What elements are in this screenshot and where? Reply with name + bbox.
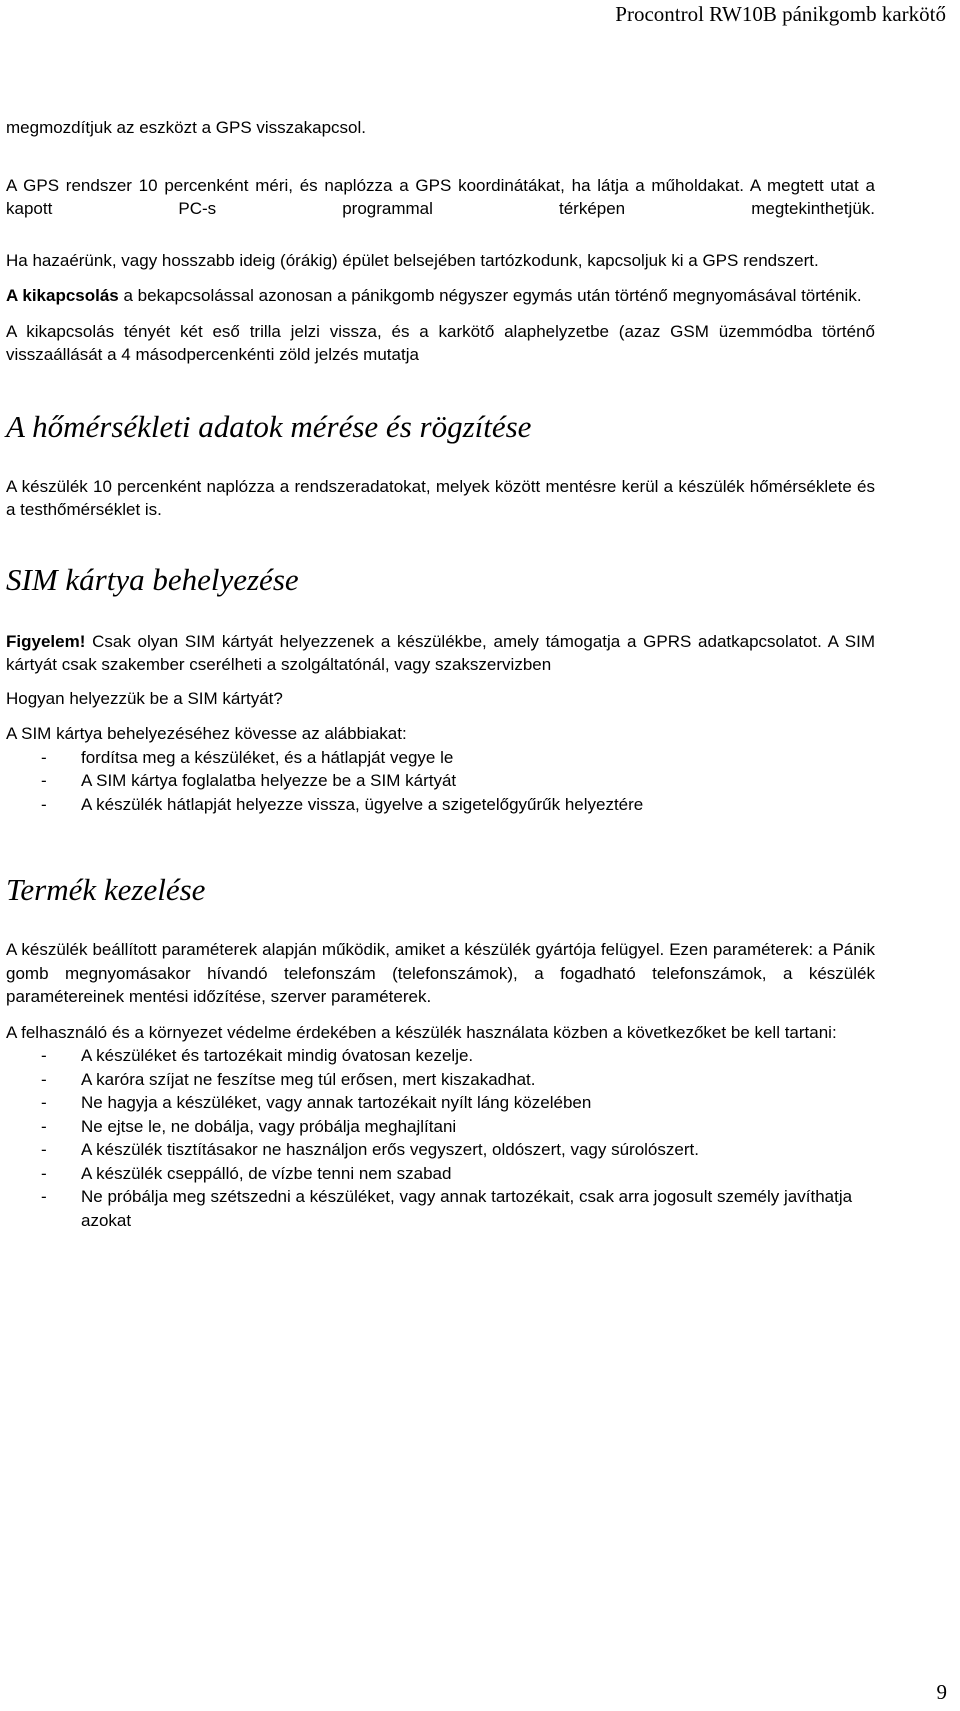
paragraph: A készülék beállított paraméterek alapján működik, amiket a készülék gyártója felügyel. Ezen paraméterek: a Pánik gomb megnyomásakor hívandó telefonszám (telefonszámok), a fogadható telefonszámok, a készülék paramétereinek mentési időzítése, szerver paraméterek.: [6, 940, 875, 1006]
section-heading: A hőmérsékleti adatok mérése és rögzítése: [6, 408, 532, 444]
bold-lead: A kikapcsolás: [6, 286, 119, 305]
warning-paragraph: [6, 630, 875, 677]
paragraph: A felhasználó és a környezet védelme érdekében a készülék használata közben a következőket be kell tartani:: [6, 1022, 837, 1042]
paragraph-text: Csak olyan SIM kártyát helyezzenek a készülékbe, amely támogatja a GPRS adatkapcsolatot. A SIM kártyát csak szakember cserélheti a szolgáltatónál, vagy szakszervizben: [6, 631, 875, 674]
page-content: [6, 116, 875, 1232]
list-item: - A készüléket és tartozékait mindig óvatosan kezelje.: [6, 1044, 875, 1068]
handling-rules-list: [6, 1044, 875, 1232]
section-heading: Termék kezelése: [6, 872, 206, 907]
paragraph: megmozdítjuk az eszközt a GPS visszakapcsol.: [6, 118, 366, 137]
section-heading: SIM kártya behelyezése: [6, 561, 299, 597]
paragraph-text: a bekapcsolással azonosan a pánikgomb négyszer egymás után történő megnyomásával történik.: [118, 286, 862, 305]
list-item: - A készülék cseppálló, de vízbe tenni nem szabad: [6, 1162, 875, 1186]
list-item: - Ne ejtse le, ne dobálja, vagy próbálja meghajlítani: [6, 1115, 875, 1139]
list-item: - Ne hagyja a készüléket, vagy annak tartozékait nyílt láng közelében: [6, 1091, 875, 1115]
paragraph: Ha hazaérünk, vagy hosszabb ideig (órákig) épület belsejében tartózkodunk, kapcsoljuk ki a GPS rendszert.: [6, 250, 819, 270]
list-item: - A SIM kártya foglalatba helyezze be a SIM kártyát: [6, 769, 875, 793]
list-item: - A készülék tisztításakor ne használjon erős vegyszert, oldószert, vagy súrolószert.: [6, 1138, 875, 1162]
paragraph: A kikapcsolás tényét két eső trilla jelzi vissza, és a karkötő alaphelyzetbe (azaz GSM üzemmódba történő visszaállását a 4 másodpercenkénti zöld jelzés mutatja: [6, 321, 875, 364]
list-item: - A karóra szíjat ne feszítse meg túl erősen, mert kiszakadhat.: [6, 1068, 875, 1092]
list-item: - A készülék hátlapját helyezze vissza, ügyelve a szigetelőgyűrűk helyeztére: [6, 793, 875, 817]
running-header-title: Procontrol RW10B pánikgomb karkötő: [615, 2, 946, 26]
sim-steps-list: [6, 746, 875, 817]
paragraph: A készülék 10 percenként naplózza a rendszeradatokat, melyek között mentésre kerül a készülék hőmérséklete és a testhőmérséklet is.: [6, 476, 875, 519]
page-number: 9: [936, 1680, 947, 1704]
list-item: - fordítsa meg a készüléket, és a hátlapját vegye le: [6, 746, 875, 770]
paragraph: A GPS rendszer 10 percenként méri, és naplózza a GPS koordinátákat, ha látja a műholdakat. A megtett utat a kapott PC-s programmal térképen megtekinthetjük.: [6, 175, 875, 218]
paragraph: [6, 284, 875, 308]
list-item: - Ne próbálja meg szétszedni a készüléket, vagy annak tartozékait, csak arra jogosult személy javíthatja azokat: [6, 1185, 875, 1232]
paragraph: A SIM kártya behelyezéséhez kövesse az alábbiakat:: [6, 724, 407, 743]
paragraph: Hogyan helyezzük be a SIM kártyát?: [6, 688, 283, 708]
warning-label: Figyelem!: [6, 631, 86, 651]
